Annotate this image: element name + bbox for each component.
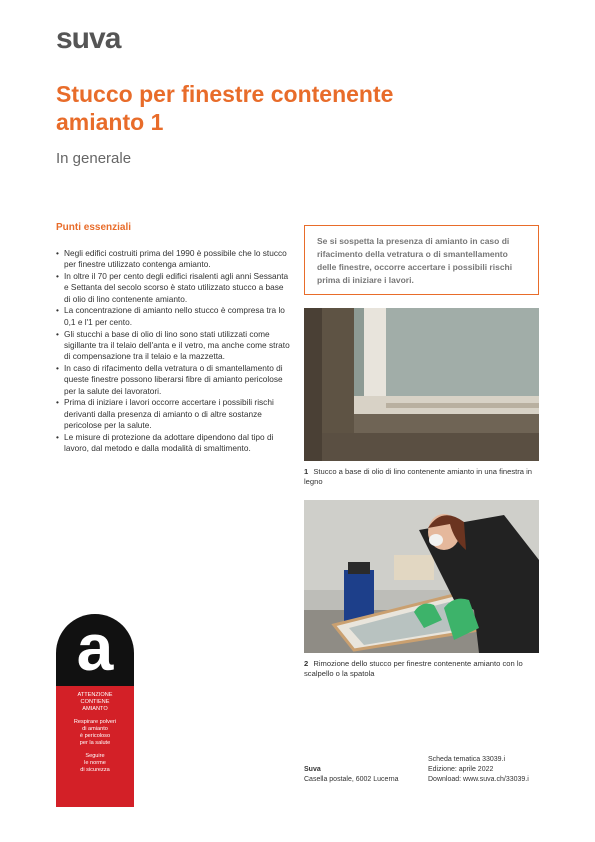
figure-caption-2 bbox=[304, 659, 544, 679]
page-subtitle: In generale bbox=[56, 150, 132, 167]
footer-org: Suva bbox=[304, 766, 321, 773]
figure-caption-text: Rimozione dello stucco per finestre contenente amianto con lo scalpello o la spatola bbox=[304, 659, 523, 678]
figure-caption-1 bbox=[304, 467, 544, 487]
suva-logo: suva bbox=[56, 22, 121, 55]
list-item: • Gli stucchi a base di olio di lino sono stati utilizzati come sigillante tra il telaio dell'anta e il vetro, ma anche come strato di compensazione tra il telaio e la mazzetta. bbox=[56, 329, 292, 363]
list-item: • In oltre il 70 per cento degli edifici risalenti agli anni Sessanta e Settanta del secolo scorso è stato utilizzato stucco a base di olio di lino contenente amianto. bbox=[56, 271, 292, 305]
footer-document-info bbox=[428, 755, 529, 785]
key-points-list bbox=[56, 248, 292, 455]
warning-line: è pericoloso bbox=[79, 733, 111, 739]
window-putty-illustration bbox=[304, 308, 539, 461]
footer-publisher bbox=[304, 765, 399, 785]
warning-line: di sicurezza bbox=[80, 767, 110, 773]
warning-line: per la salute bbox=[79, 740, 111, 746]
window-putty-photo bbox=[304, 308, 539, 461]
footer-address: Casella postale, 6002 Lucerna bbox=[304, 776, 399, 783]
warning-line: di amianto bbox=[82, 726, 108, 732]
callout-box: Se si sospetta la presenza di amianto in caso di rifacimento della vetratura o di smantellamento delle finestre, occorre accertare i possibili rischi prima di iniziare i lavori. bbox=[304, 225, 539, 295]
asbestos-a-icon: a bbox=[76, 610, 114, 684]
list-item: • Negli edifici costruiti prima del 1990 è possibile che lo stucco per finestre utilizzato contenga amianto. bbox=[56, 248, 292, 271]
warning-line: AMIANTO bbox=[82, 706, 108, 712]
figure-number: 2 bbox=[304, 659, 309, 668]
asbestos-warning-label bbox=[56, 610, 134, 807]
key-points-heading: Punti essenziali bbox=[56, 222, 132, 233]
page-title: Stucco per finestre contenente amianto 1 bbox=[56, 81, 394, 135]
figure-caption-text: Stucco a base di olio di lino contenente amianto in una finestra in legno bbox=[304, 467, 533, 486]
worker-illustration bbox=[304, 500, 539, 653]
warning-line: le norme bbox=[84, 760, 106, 766]
warning-label-text-panel bbox=[56, 686, 134, 807]
list-item: • Prima di iniziare i lavori occorre accertare i possibili rischi derivanti dalla presenza di amianto o di altre sostanze pericolose per la salute. bbox=[56, 397, 292, 431]
worker-removing-putty-photo bbox=[304, 500, 539, 653]
warning-line: ATTENZIONE bbox=[77, 692, 113, 698]
figure-number: 1 bbox=[304, 467, 309, 476]
footer-download-link[interactable]: Download: www.suva.ch/33039.i bbox=[428, 776, 529, 783]
warning-line: Respirare polveri bbox=[73, 719, 117, 725]
list-item: • La concentrazione di amianto nello stucco è compresa tra lo 0,1 e l'1 per cento. bbox=[56, 305, 292, 328]
footer-doc-id: Scheda tematica 33039.i bbox=[428, 756, 506, 763]
warning-line: Seguire bbox=[85, 753, 105, 759]
warning-line: CONTIENE bbox=[80, 699, 110, 705]
list-item: • Le misure di protezione da adottare dipendono dal tipo di lavoro, dal metodo e dalla modalità di smaltimento. bbox=[56, 432, 292, 455]
footer-edition: Edizione: aprile 2022 bbox=[428, 766, 494, 773]
list-item: • In caso di rifacimento della vetratura o di smantellamento di queste finestre possono liberarsi fibre di amianto pericolose per la salute dei lavoratori. bbox=[56, 363, 292, 397]
